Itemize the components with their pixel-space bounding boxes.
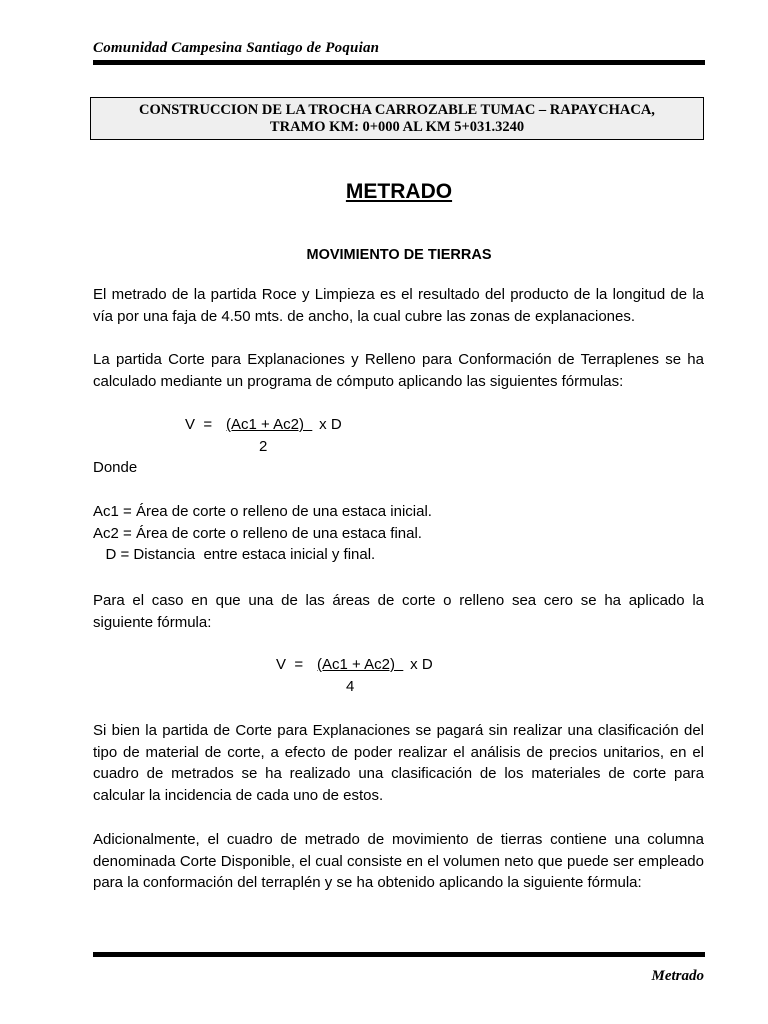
- footer-rule: [93, 952, 705, 957]
- footer-label: Metrado: [651, 968, 704, 984]
- definition-d: D = Distancia entre estaca inicial y final.: [93, 546, 376, 563]
- formula-2-numerator: (Ac1 + Ac2): [317, 656, 404, 673]
- formula-1-factor: x D: [315, 416, 342, 433]
- formula-1-denominator: 2: [259, 438, 268, 455]
- formula-2-denominator: 4: [346, 678, 355, 695]
- section-title: MOVIMIENTO DE TIERRAS: [306, 247, 492, 263]
- formula-1-lhs: V =: [185, 416, 213, 433]
- header-community-name: Comunidad Campesina Santiago de Poquian: [93, 40, 380, 56]
- donde-label: Donde: [93, 459, 138, 476]
- formula-1-numerator: (Ac1 + Ac2): [226, 416, 313, 433]
- project-title-line2: TRAMO KM: 0+000 AL KM 5+031.3240: [269, 118, 525, 135]
- formula-2-lhs: V =: [276, 656, 304, 673]
- paragraph-area-cero: Para el caso en que una de las áreas de corte o relleno sea cero se ha aplicado la siguiente fórmula:: [93, 592, 704, 631]
- formula-2-factor: x D: [406, 656, 433, 673]
- project-title-line1: CONSTRUCCION DE LA TROCHA CARROZABLE TUMAC – RAPAYCHACA,: [139, 101, 655, 118]
- definition-ac1: Ac1 = Área de corte o relleno de una estaca inicial.: [93, 503, 432, 520]
- paragraph-clasificacion: Si bien la partida de Corte para Explanaciones se pagará sin realizar una clasificación del tipo de material de corte, a efecto de poder realizar el análisis de precios unitarios, en el cuadro de metrados se ha realizado una clasificación de los materiales de corte para calcular la incidencia de cada uno de estos.: [93, 722, 704, 805]
- paragraph-corte-relleno: La partida Corte para Explanaciones y Relleno para Conformación de Terraplenes se ha calculado mediante un programa de cómputo aplicando las siguientes fórmulas:: [93, 351, 704, 390]
- paragraph-roce-limpieza: El metrado de la partida Roce y Limpieza es el resultado del producto de la longitud de la vía por una faja de 4.50 mts. de ancho, la cual cubre las zonas de explanaciones.: [93, 286, 704, 325]
- paragraph-corte-disponible: Adicionalmente, el cuadro de metrado de movimiento de tierras contiene una columna denominada Corte Disponible, el cual consiste en el volumen neto que puede ser empleado para la conformación del terraplén y se ha obtenido aplicando la siguiente fórmula:: [93, 831, 704, 892]
- document-title: METRADO: [345, 180, 453, 203]
- project-title-box: [90, 97, 704, 140]
- definition-ac2: Ac2 = Área de corte o relleno de una estaca final.: [93, 525, 422, 542]
- header-rule: [93, 60, 705, 65]
